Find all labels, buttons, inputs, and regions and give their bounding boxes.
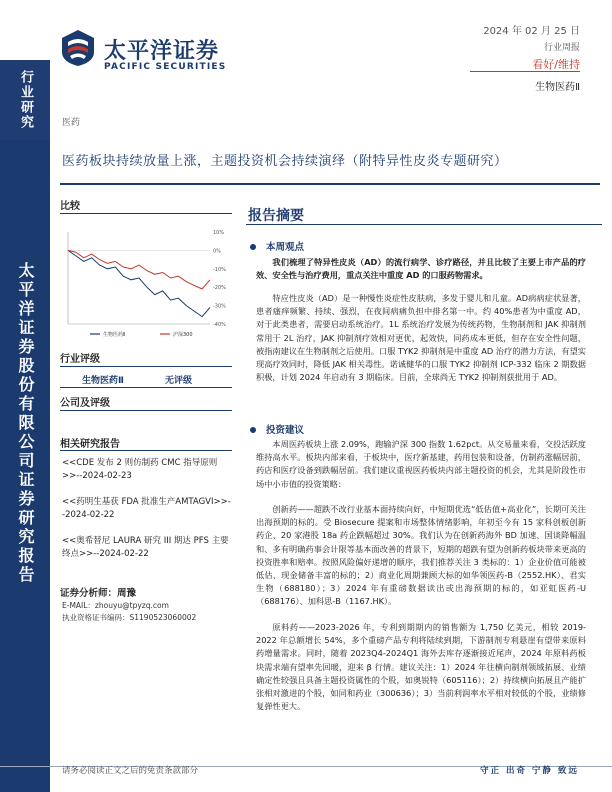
summary-rule [246,224,602,225]
investment-advice-heading: 投资建议 [250,422,304,436]
chart-legend-label: 沪深300 [173,332,193,338]
sidebar-rule [60,213,232,214]
rating-sector: 生物医药Ⅱ [82,376,124,386]
company-rating-title: 公司及评级 [60,398,110,409]
related-report-link[interactable]: <<CDE 发布 2 则仿制药 CMC 指导原则>>--2024-02-23 [62,458,218,481]
innovative-drug-paragraph: 创新药——超跌不改行业基本面持续向好，中短期优选“低估值+高业化”，长期可关注出海预期的标的。受 Biosecure 提案和市场整体情绪影响，年初至今有 15 家科创板创新药企、20 家港股 18a 药企跌幅超过 30%。我们认为在创新药海外 BD 加速、国谈降幅温和、多有明确药事会计限等基本面改善的背景下，短期的超跌有望为创新药板块带来更高的投资胜率和赔率。按照风险偏好递增的顺序，我们推荐关注 3 类标的：1）企业价值可能被低估、现金储备丰富的标的；2）商业化周期兼顾大标的如华领医药-B（2552.HK）、君实生物（688180）；3）2024 年有重磅数据读出或出海预期的标的，如亚虹医药-U（688176）、加科思-B（1167.HK）。 [256,504,586,607]
chart-y-tick-label: 0% [213,248,221,255]
firm-report-label: 太平洋证券股份有限公司证券研究报告 [16,262,35,585]
sidebar-rule [60,410,232,411]
logo-english: PACIFIC SECURITIES [104,62,227,72]
pacific-logo-icon [58,28,98,68]
logo-chinese: 太平洋证券 [104,39,220,64]
summary-title: 报告摘要 [248,208,304,224]
footer-disclaimer: 请务必阅读正文之后的免责条款部分 [62,766,199,776]
sidebar-rule [60,387,232,388]
chart-y-tick-label: -20% [213,285,226,292]
rating-value: 无评级 [165,376,193,386]
chart-legend-label: 生物医药Ⅱ [103,332,126,338]
report-date: 2024 年 02 月 25 日 [483,26,580,37]
report-sector: 生物医药Ⅱ [535,82,580,93]
chart-y-tick-label: -40% [213,322,226,328]
page-title: 医药板块持续放量上涨，主题投资机会持续演绎（附特异性皮炎专题研究） [62,154,508,169]
rating-divider [470,71,580,72]
related-report-link[interactable]: <<奥希替尼 LAURA 研究 III 期达 PFS 主要终点>>--2024-02-22 [62,536,229,559]
chart-y-tick-label: 10% [213,230,225,236]
analyst-name: 证券分析师：周豫 [60,588,137,599]
sidebar-rule [60,450,232,451]
breadcrumb: 医药 [62,118,81,128]
analyst-cert: 执业资格证书编码：S1190523060002 [62,613,197,622]
key-point-paragraph: 我们梳理了特异性皮炎（AD）的流行病学、诊疗路径，并且比较了主要上市产品的疗效、安全性与治疗费用，重点关注中重度 AD 的口服药物需求。 [256,257,586,281]
title-rule [60,183,600,185]
compare-title: 比较 [60,201,80,212]
category-label: 行业研究 [18,70,33,130]
footer-motto: 守正 出奇 宁静 致远 [480,766,579,776]
report-type: 行业周报 [543,43,580,53]
chart-y-tick-label: -30% [213,303,226,310]
chart-series-line [68,250,210,289]
market-paragraph: 本周医药板块上涨 2.09%，跑输沪深 300 指数 1.62pct。从交易量来看，交投活跃度维持高水平。板块内部来看，于板块中，医疗新基建，药用包装和设备，仿制药涨幅居前，药店和医疗设备到跌幅居前。我们建议重视医药板块内部主题投资的机会，尤其是阶段性市场中小市值的投资策略： [256,439,586,489]
chart-series-line [68,250,210,316]
report-rating: 看好/维持 [532,58,580,71]
sidebar-rule [60,366,232,367]
weekly-view-heading: 本周观点 [250,239,304,253]
related-report-link[interactable]: <<药明生基获 FDA 批准生产AMTAGVI>>--2024-02-22 [62,497,231,520]
performance-chart [60,224,230,344]
related-reports-title: 相关研究报告 [60,439,120,450]
api-paragraph: 原料药——2023-2026 年，专利到期期内的销售额为 1,750 亿美元，相较 2019-2022 年总额增长 54%，多个重磅产品专利将陆续到期，下游制剂专利悬崖有望带来原料药增量需求。同时，随着 2023Q4-2024Q1 海外去库存逐渐接近尾声，2024 年原料药板块需求端有望率先回暖，迎来 β 行情。建议关注：1）2024 年往横向制剂领域拓展、业绩确定性较强且具备主题投资属性的个股，如奥锐特（605116）；2）持续横向拓展且产能扩张相对激进的个股，如同和药业（300636）；3）当前利润率水平相对较低的个股，业绩修复弹性更大。 [256,622,586,712]
chart-y-tick-label: -10% [213,266,226,273]
rating-title: 行业评级 [60,354,100,365]
ad-paragraph: 特应性皮炎（AD）是一种慢性炎症性皮肤病，多发于婴儿和儿童。AD病病症状显著，患者瘙痒频繁、持续、强烈，在夜间病痛负担中排名第一中。约 40%患者为中重度 AD，对于此类患者，需要启动系统治疗。1L 系统治疗发展为传统药物，生物制剂和 JAK 抑制剂常用于 2L 治疗，JAK 抑制剂疗效相对更优，起效快，同药成本更低，但存在安全性问题，被指南建议在生物制剂之后使用。口服 TYK2 抑制剂是中重度 AD 治疗的潜力方法，有望实现高疗效同时，降低 JAK 相关毒性。诺诚健华的口服 TYK2 抑制剂 ICP-332 临床 2 期数据积极，计划 2024 年启动有 3 期临床。目前，全球尚无 TYK2 抑制剂获批用于 AD。 [256,293,586,383]
analyst-email[interactable]: E-MAIL：zhouyu@tpyzq.com [62,601,169,610]
